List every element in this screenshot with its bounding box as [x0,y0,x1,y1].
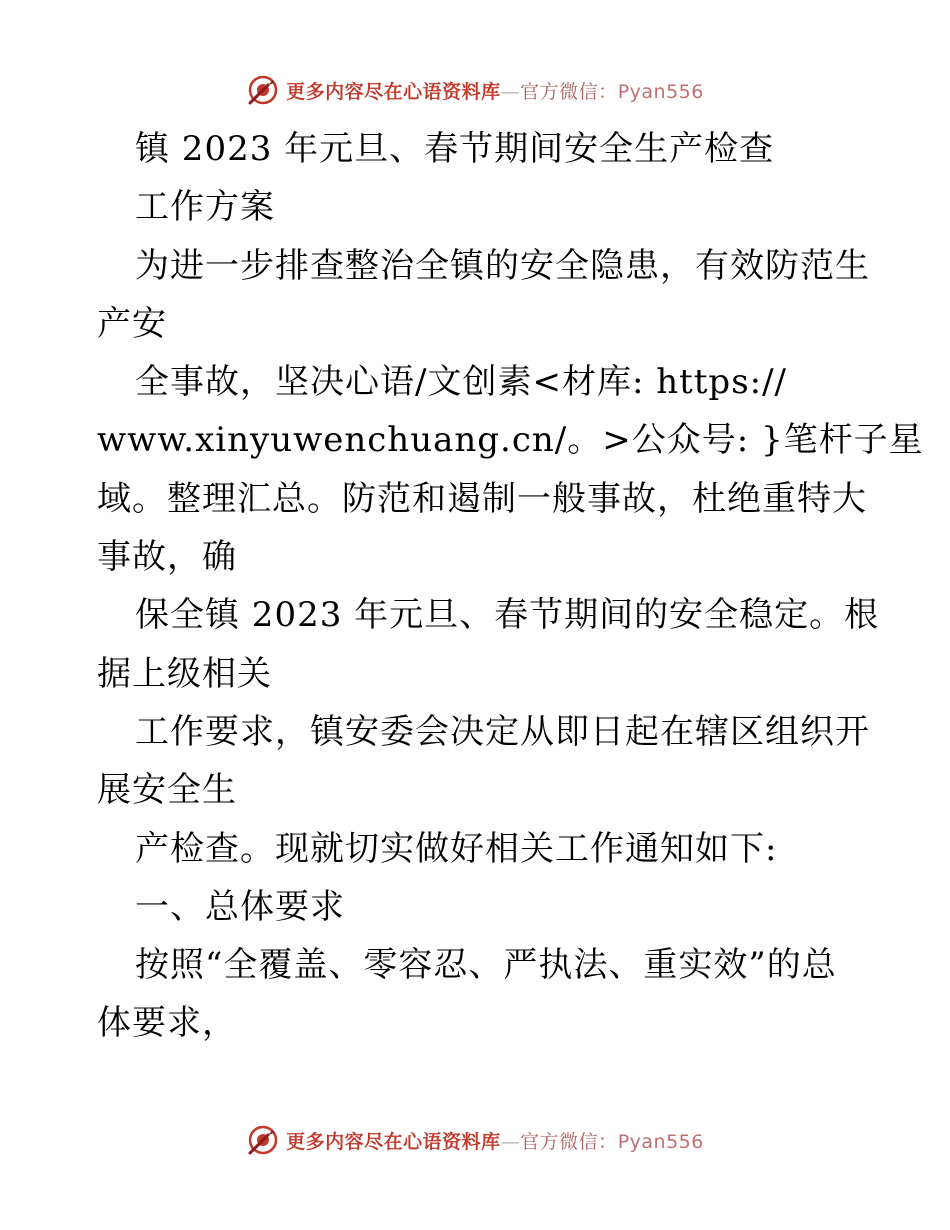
text-line: 为进一步排查整治全镇的安全隐患，有效防范生 [135,245,870,286]
document-body [97,120,924,1053]
text-line: 产安 [97,303,167,344]
text-line: 一、总体要求 [135,886,345,927]
text-line: 域。整理汇总。防范和遏制一般事故，杜绝重特大 [97,478,867,519]
watermark-separator: — [500,1130,521,1153]
text-line: 产检查。现就切实做好相关工作通知如下: [135,828,778,869]
watermark-brand: 更多内容尽在心语资料库 [286,80,501,103]
text-line: 保全镇 2023 年元旦、春节期间的安全稳定。根 [135,595,880,636]
watermark-group [246,73,704,107]
text-line: 按照“全覆盖、零容忍、严执法、重实效”的总 [135,945,837,986]
text-line: 镇 2023 年元旦、春节期间安全生产检查 [135,129,775,169]
watermark-wechat-label: 官方微信： [520,80,618,103]
text-line: 全事故，坚决心语/文创素<材库: https:// [135,362,788,403]
text-line: www.xinyuwenchuang.cn/。>公众号: }笔杆子星 [97,420,924,461]
watermark-wechat-id: Pyan556 [617,80,704,103]
text-line: 体要求， [97,1003,237,1044]
pen-logo-icon [246,1123,280,1157]
text-line: 展安全生 [97,770,237,811]
pen-logo-icon [246,73,280,107]
footer-watermark [0,1120,950,1160]
text-line: 据上级相关 [97,653,272,694]
watermark-wechat-label: 官方微信： [520,1130,618,1153]
text-line: 事故，确 [97,537,237,578]
watermark-brand: 更多内容尽在心语资料库 [286,1130,501,1153]
watermark-group [246,1123,704,1157]
text-line: 工作方案 [135,187,275,228]
watermark-wechat-id: Pyan556 [617,1130,704,1153]
watermark-separator: — [500,80,521,103]
watermark-text [286,77,704,104]
watermark-text [286,1127,704,1154]
header-watermark [0,70,950,110]
text-line: 工作要求，镇安委会决定从即日起在辖区组织开 [135,711,870,752]
